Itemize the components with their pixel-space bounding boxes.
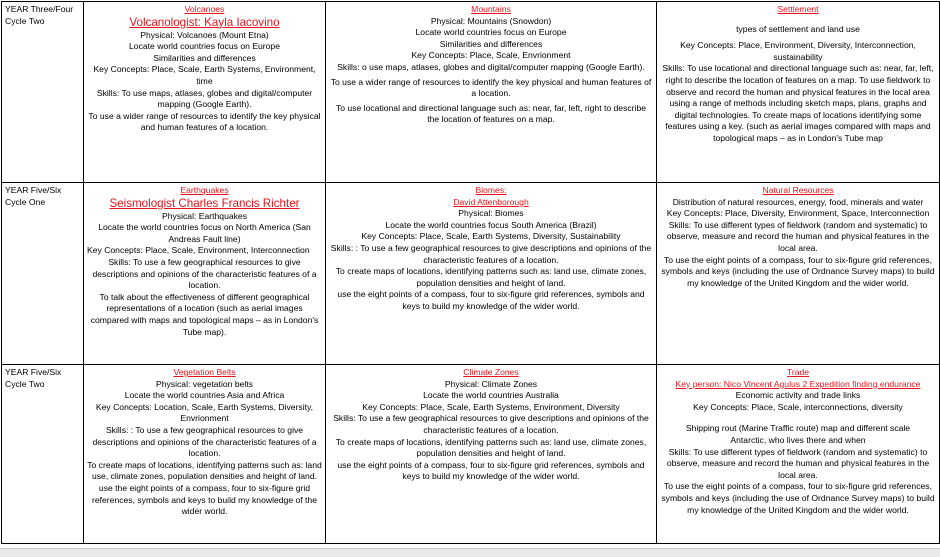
topic-line: To use locational and directional language such as: near, far, left, right to describe the location of features on a map. [335,102,647,125]
topic-title: Trade [786,367,810,377]
year-label: YEAR Five/Six [5,185,62,195]
topic-line: Economic activity and trade links [735,390,861,401]
cycle-label: Cycle Two [5,378,45,389]
topic-line: types of settlement and land use [736,23,860,34]
topic-title: Volcanoes [184,4,225,14]
topic-cell-biomes [326,183,657,365]
topic-line: Physical: Mountains (Snowdon) [430,15,552,26]
table-row [2,365,940,544]
key-person: Seismologist Charles Francis Richter [109,196,300,210]
topic-line: Locate world countries focus on Europe [129,41,280,52]
topic-cell-volcanoes [84,2,326,183]
topic-line: Skills: To use different types of fieldwork (random and systematic) to observe, measure and record the human and physical features in the local area. [666,446,930,480]
topic-line: Antarctic, who lives there and when [730,434,866,445]
topic-line: Skills: To use maps, atlases, globes and digital/computer mapping (Google Earth). [96,87,313,110]
topic-line: Locate the world countries focus South America (Brazil) [385,219,597,230]
topic-line: Physical: vegetation belts [156,378,253,389]
topic-title: Biomes: [475,185,507,195]
topic-line: Skills: To use a few geographical resources to give descriptions and opinions of the characteristic features of a location. [92,256,317,291]
topic-title: Settlement [777,4,819,14]
topic-line [660,413,936,423]
topic-line: Skills: : To use a few geographical resources to give descriptions and opinions of the characteristic features of a location. [92,424,317,459]
topic-line: To use a wider range of resources to identify the key physical and human features of a location. [330,76,652,99]
topic-title: Natural Resources [762,185,834,195]
topic-line: Key Concepts: Place, Scale, Envrionment [411,50,571,61]
topic-cell-earthquakes [84,183,326,365]
topic-line: Distribution of natural resources, energy, food, minerals and water [672,196,924,207]
topic-line: To create maps of locations, identifying patterns such as: land use, climate zones, population densities and height of land. [335,436,647,459]
topic-title: Mountains [471,4,511,14]
topic-line: Physical: Earthquakes [161,210,248,221]
topic-line: Skills: To use different types of fieldwork (random and systematic) to observe, measure and record the human and physical features in the local area. [666,219,930,253]
topic-line: Locate the world countries Asia and Africa [124,390,285,401]
topic-line: Skills: To use locational and directional language such as: near, far, left, right to describe the location of features on a map. To use fieldwork to observe and record the human and physical features in the local area using a range of methods including sketch maps, plans, graphs and digital technologies. To create maps of locations identifying some features using a key. (such as aerial images compared with maps and topological maps – as in London's Tube map [662,63,934,143]
year-label: YEAR Five/Six [5,367,62,377]
topic-title: Earthquakes [180,185,229,195]
topic-cell-trade [657,365,940,544]
topic-line: Key Concepts: Place, Diversity, Environment, Space, Interconnection [666,208,930,219]
topic-line: Locate the world countries Australia [423,390,559,401]
topic-line: Key Concepts: Place, Scale, interconnections, diversity [693,401,903,412]
topic-line: Locate world countries focus on Europe [415,27,567,38]
table-row [2,2,940,183]
topic-cell-natural-resources [657,183,940,365]
topic-line: Physical: Biomes [458,208,524,219]
topic-line: Physical: Volcanoes (Mount Etna) [140,29,269,40]
topic-line: Similarities and differences [153,52,256,63]
topic-line: Skills: : To use a few geographical resources to give descriptions and opinions of the characteristic features of a location. [330,242,652,265]
topic-title: Climate Zones [463,367,519,377]
topic-line: Key Concepts: Place, Scale, Earth Systems, Environment, Diversity [362,401,620,412]
topic-line: Shipping rout (Marine Traffic route) map and different scale [685,423,911,434]
year-cell [2,183,84,365]
topic-line: use the eight points of a compass, four to six-figure grid references, symbols and keys to build my knowledge of the wider world. [337,459,645,482]
topic-line: Physical: Climate Zones [444,378,538,389]
topic-line: To create maps of locations, identifying patterns such as: land use, climate zones, population densities and height of land. [87,459,322,482]
cycle-label: Cycle Two [5,15,45,26]
year-label: YEAR Three/Four [5,4,74,14]
topic-cell-mountains [326,2,657,183]
topic-line: To use the eight points of a compass, four to six-figure grid references, symbols and keys (including the use of Ordnance Survey maps) to build my knowledge of the United Kingdom and the wider world. [661,481,935,515]
topic-line: Key Concepts: Place, Environment, Diversity, Interconnection, sustainability [680,40,916,62]
topic-line: use the eight points of a compass, four to six-figure grid references, symbols and keys to build my knowledge of the wider world. [337,289,645,311]
topic-line: Skills: o use maps, atlases, globes and digital/computer mapping (Google Earth). [337,61,645,72]
topic-cell-vegetation-belts [84,365,326,544]
key-person: Volcanologist: Kayla Iacovino [129,15,280,29]
topic-line: Key Concepts: Place, Scale, Earth Systems, Diversity, Sustainability [361,231,621,242]
curriculum-table [1,1,940,544]
topic-line: Locate the world countries focus on North America (San Andreas Fault line) [98,222,311,244]
topic-line: Similarities and differences [439,38,543,49]
cycle-label: Cycle One [5,196,46,207]
topic-line: To create maps of locations, identifying patterns such as: land use, climate zones, population densities and height of land. [335,266,647,288]
year-cell [2,2,84,183]
key-person: Key person: Nico Vincent Agulus 2 Expedition finding endurance [675,378,921,389]
topic-line: To use the eight points of a compass, four to six-figure grid references, symbols and keys (including the use of Ordnance Survey maps) to build my knowledge of the United Kingdom and the wider world. [661,254,935,288]
topic-line: Skills: To use a few geographical resources to give descriptions and opinions of the characteristic features of a location. [333,413,649,435]
topic-line: Key Concepts: Place, Scale, Environment, Interconnection [87,245,310,256]
key-person: David Attenborough [453,196,529,207]
topic-cell-climate-zones [326,365,657,544]
topic-title: Vegetation Belts [173,367,236,377]
topic-line: To use a wider range of resources to identify the key physical and human features of a location. [88,110,321,133]
year-cell [2,365,84,544]
table-row [2,183,940,365]
topic-line: Key Concepts: Place, Scale, Earth Systems, Environment, time [93,64,316,86]
topic-line: To talk about the effectiveness of different geographical representations of a location (such as aerial images compared with maps and topological maps – as in London's Tube map). [90,291,319,337]
topic-line: Key Concepts: Location, Scale, Earth Systems, Diversity, Envrionment [95,401,314,424]
topic-cell-settlement [657,2,940,183]
topic-line: use the eight points of a compass, four to six-figure grid references, symbols and keys to build my knowledge of the wider world. [92,482,317,517]
